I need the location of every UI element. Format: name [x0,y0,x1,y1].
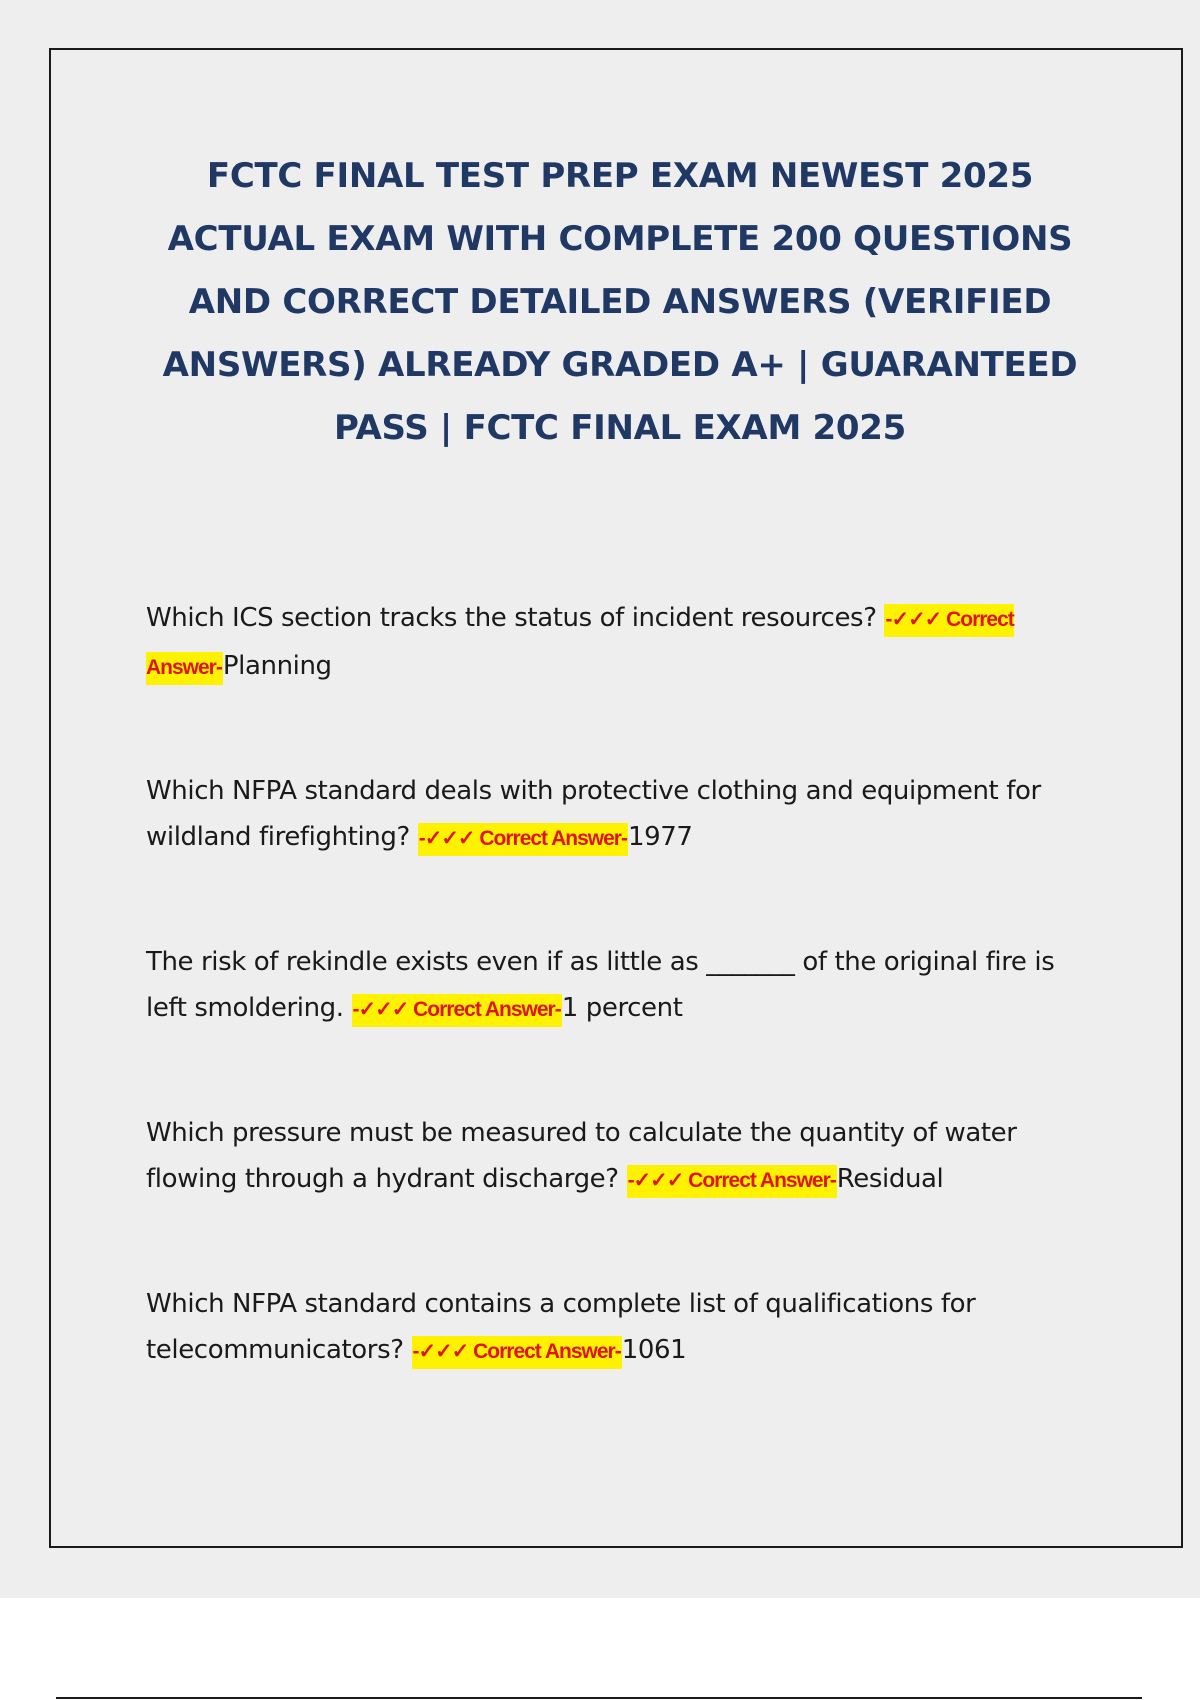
answer-text: Planning [222,651,332,681]
answer-text: 1977 [627,822,693,852]
question-text: Which pressure must be measured to calculate the quantity of water flowing through a hydrant discharge? [146,1118,1017,1194]
correct-answer-tag: -✓✓✓ Correct Answer- [627,1165,837,1198]
answer-text: 1061 [621,1335,687,1365]
question-item [146,768,1086,862]
question-item [146,1110,1086,1204]
question-text: Which NFPA standard deals with protective clothing and equipment for wildland firefighting? [146,776,1041,852]
question-item [146,595,1086,691]
question-list [146,595,1086,1452]
correct-answer-tag: -✓✓✓ Correct Answer- [418,823,628,856]
correct-answer-tag: -✓✓✓ Correct Answer- [352,994,562,1027]
correct-answer-tag: -✓✓✓ Correct Answer- [412,1336,622,1369]
question-text: The risk of rekindle exists even if as little as _______ of the original fire is left smoldering. [146,947,1055,1023]
answer-text: 1 percent [561,993,683,1023]
question-item [146,939,1086,1033]
question-item [146,1281,1086,1375]
question-text: Which NFPA standard contains a complete list of qualifications for telecommunicators? [146,1289,976,1365]
answer-text: Residual [836,1164,944,1194]
document-title: FCTC FINAL TEST PREP EXAM NEWEST 2025 ACTUAL EXAM WITH COMPLETE 200 QUESTIONS AND CORRECT DETAILED ANSWERS (VERIFIED ANSWERS) ALREADY GRADED A+ | GUARANTEED PASS | FCTC FINAL EXAM 2025 [162,156,1078,448]
question-text: Which ICS section tracks the status of incident resources? [146,603,877,633]
correct-answer-tag: -✓✓✓ Correct Answer- [146,604,1014,685]
footer-divider [56,1697,1142,1699]
